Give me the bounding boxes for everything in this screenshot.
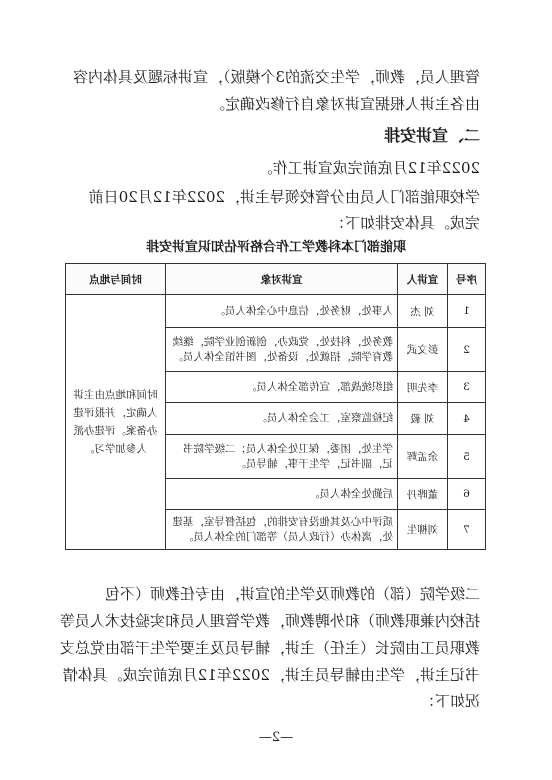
header-audience: 宣讲对象 <box>166 264 398 295</box>
header-time-place: 时间与地点 <box>66 264 166 295</box>
header-speaker: 宣讲人 <box>398 264 448 295</box>
row-audience: 质评中心及其他没有安排的，包括督导室，基建处，离休办（行政人员）等部门的全体人员。 <box>166 510 398 550</box>
header-no: 序号 <box>448 264 486 295</box>
row-no: 7 <box>448 510 486 550</box>
page-number: —2— <box>258 730 294 745</box>
row-speaker: 刘 杰 <box>398 295 448 328</box>
row-audience: 学生处，团委，保卫处全体人员；二级学院书记，副书记，学生干事，辅导员。 <box>166 435 398 479</box>
table-header-row <box>66 264 486 295</box>
row-audience: 教务处，科技处，党政办，创新创业学院，继续教育学院，招就处，设备处，图书馆全体人员。 <box>166 328 398 372</box>
row-speaker: 董晔丹 <box>398 479 448 510</box>
row-no: 6 <box>448 479 486 510</box>
section-heading: 二、宣讲安排 <box>383 126 480 145</box>
section3-line-5: 况如下： <box>419 692 480 710</box>
section2-line-3: 完成。具体安排如下： <box>329 214 480 232</box>
row-audience: 组织统战部，宣传部全体人员。 <box>166 372 398 403</box>
section3-line-4: 书记主讲，学生由辅导员主讲，2022年12月底前完成。具体情 <box>62 666 480 684</box>
table-caption: 职能部门本科教学工作合格评估知识宣讲安排 <box>146 240 407 255</box>
row-no: 3 <box>448 372 486 403</box>
row-audience: 纪检监察室，工会全体人员。 <box>166 403 398 435</box>
section3-line-3: 教职员工由院长（主任）主讲，辅导员及主要学生干部由党总支 <box>59 639 480 657</box>
intro-line-2: 由各主讲人根据宣讲对象自行修改确定。 <box>209 95 480 113</box>
table-row <box>66 295 486 328</box>
row-no: 2 <box>448 328 486 372</box>
row-audience: 后勤处全体人员。 <box>166 479 398 510</box>
intro-line-1: 管理人员，教师，学生交流的3个模版），宣讲标题及具体内容 <box>72 68 480 86</box>
row-speaker: 李先明 <box>398 372 448 403</box>
section3-line-2: 括校内兼职教师）和外聘教师，教学管理人员和实验技术人员等 <box>59 612 480 630</box>
arrangement-table <box>65 263 486 550</box>
row-speaker: 刘 毅 <box>398 403 448 435</box>
section2-line-2: 学校职能部门人员由分管校领导主讲，2022年12月20日前 <box>88 188 480 206</box>
section3-line-1: 二级学院（部）的教师及学生的宣讲，由专任教师（不包 <box>104 585 480 603</box>
row-speaker: 彭文武 <box>398 328 448 372</box>
row-speaker: 刘柳生 <box>398 510 448 550</box>
row-no: 5 <box>448 435 486 479</box>
row-audience: 人事处，财务处，信息中心全体人员。 <box>166 295 398 328</box>
row-speaker: 余孟辉 <box>398 435 448 479</box>
section2-line-1: 2022年12月底前完成宣讲工作。 <box>257 159 480 177</box>
row-no: 1 <box>448 295 486 328</box>
time-place-cell: 时间和地点由主讲人确定，并报评建办备案。评建办派人参加学习。 <box>66 295 166 550</box>
row-no: 4 <box>448 403 486 435</box>
